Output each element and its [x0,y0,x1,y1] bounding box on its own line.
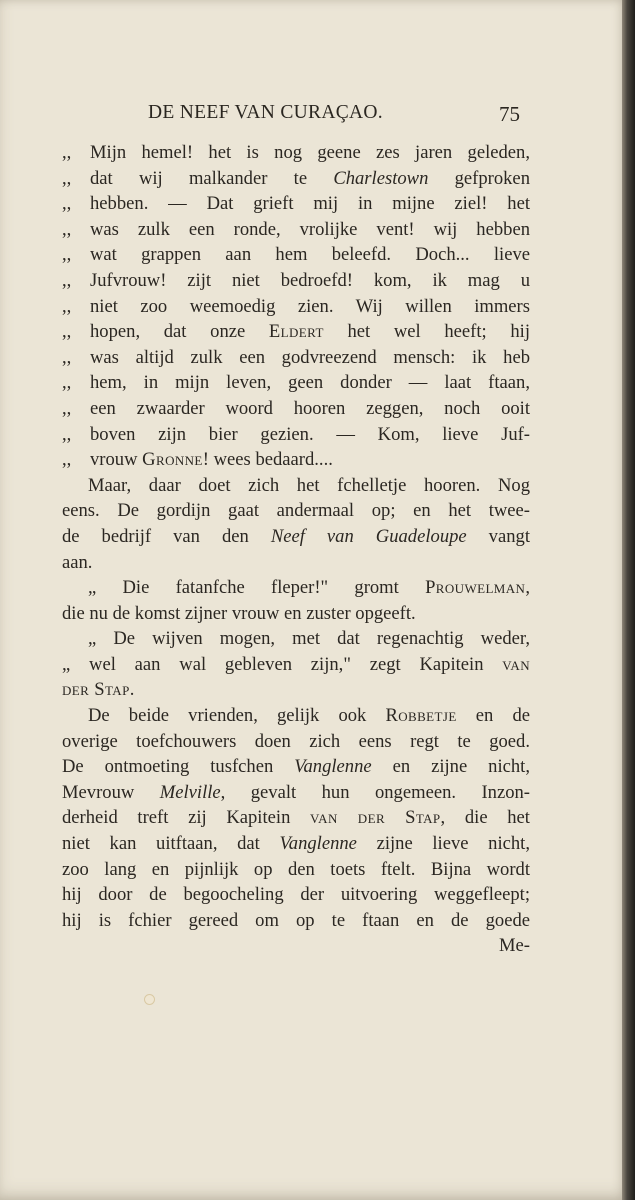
line-text: overige toefchouwers doen zich eens regt te goed. [62,730,530,752]
line-text: hij door de begoocheling der uitvoering weggefleept; [62,884,530,906]
text-line [62,242,530,268]
italic-title: Neef van Guadeloupe [270,525,467,547]
quote-mark: ,, [62,269,72,291]
line-text: zoo lang en pijnlijk op den toets ftelt. Bijna wordt [62,858,530,880]
text-line [62,319,530,345]
line-text: De beide vrienden, gelijk ook [88,705,386,727]
line-text: Maar, daar doet zich het fchelletje hooren. Nog [88,474,530,496]
text-line [62,191,530,217]
line-text: hebben. — Dat grieft mij in mijne ziel! het [90,193,530,215]
line-text: was altijd zulk een godvreezend mensch: ik heb [90,346,530,368]
line-text: „ De wijven mogen, met dat regenachtig weder, [88,628,530,650]
character-name: Eldert [268,321,324,343]
line-text: was zulk een ronde, vrolijke vent! wij hebben [90,218,530,240]
text-line [62,396,530,422]
text-line [62,524,530,550]
line-text: Mijn hemel! het is nog geene zes jaren geleden, [90,142,530,163]
line-text: „ wel aan wal gebleven zijn," zegt Kapitein [62,653,503,675]
text-line [62,447,530,473]
quote-mark: ,, [62,218,72,240]
quote-mark: ,, [62,423,72,445]
quote-mark: ,, [62,295,72,317]
italic-title: Melville [159,781,221,803]
line-text: die nu de komst zijner vrouw en zuster opgeeft. [62,602,416,624]
page-number: 75 [499,102,520,126]
text-line [62,882,530,908]
quote-mark: ,, [62,193,72,215]
line-text: hij is fchier gereed om op te ftaan en de goede [62,909,530,931]
text-line [62,805,530,831]
text-line [62,140,530,166]
text-line [62,473,530,499]
text-line [62,703,530,729]
text-line [62,729,530,755]
running-title: DE NEEF VAN CURAÇAO. [148,102,383,123]
line-text-after: en de [456,705,530,727]
character-name: van [502,653,530,675]
line-text: boven zijn bier gezien. — Kom, lieve Juf- [90,423,530,445]
text-line [62,677,530,703]
line-text-after: het wel heeft; hij [323,321,530,343]
line-text: De ontmoeting tusfchen [62,756,295,778]
text-line [62,652,530,678]
text-line [62,217,530,243]
line-text-after: . [129,679,135,701]
quote-mark: ,, [62,397,72,419]
quote-mark: ,, [62,244,72,266]
line-text: aan. [62,551,93,573]
body-text [62,140,530,959]
line-text: wat grappen aan hem beleefd. Doch... lieve [90,244,530,266]
line-text-after: zijne lieve nicht, [356,833,530,855]
quote-mark: ,, [62,346,72,368]
line-text-after: gefproken [428,167,530,189]
text-line [62,370,530,396]
line-text: hem, in mijn leven, geen donder — laat ftaan, [90,372,530,394]
character-name: der Stap [62,679,130,701]
line-text: derheid treft zij Kapitein [62,807,311,829]
italic-title: Vanglenne [279,833,357,855]
quote-mark: ,, [62,372,72,394]
line-text: „ Die fatanfche fleper!" gromt [88,577,426,599]
text-line [62,857,530,883]
line-text-after: , die het [440,807,530,829]
page-header [148,100,520,130]
line-text: niet kan uitftaan, dat [62,833,280,855]
line-text: vrouw [90,449,143,471]
text-line [62,908,530,934]
line-text: niet zoo weemoedig zien. Wij willen immers [90,295,530,317]
line-text: de bedrijf van den [62,525,271,547]
text-line [62,933,530,959]
text-line [62,166,530,192]
line-text-after: ! wees bedaard.... [202,449,333,471]
line-text-after: , gevalt hun ongemeen. Inzon- [220,781,530,803]
character-name: Gronne [142,449,203,471]
character-name: Prouwelman [425,577,526,599]
text-line [62,345,530,371]
line-text-after: en zijne nicht, [371,756,530,778]
text-line [62,422,530,448]
text-line [62,498,530,524]
text-line [62,626,530,652]
quote-mark: ,, [62,142,72,163]
text-line [62,550,530,576]
text-line [62,831,530,857]
text-line [62,601,530,627]
italic-title: Vanglenne [294,756,372,778]
character-name: Robbetje [385,705,457,727]
line-text: Jufvrouw! zijt niet bedroefd! kom, ik mag u [90,269,530,291]
line-text: dat wij malkander te [90,167,334,189]
quote-mark: ,, [62,449,72,471]
text-line [62,780,530,806]
text-line [62,575,530,601]
quote-mark: ,, [62,167,72,189]
line-text-after: , [525,577,530,599]
text-line [62,294,530,320]
line-text-after: vangt [466,525,530,547]
character-name: van der Stap [310,807,441,829]
quote-mark: ,, [62,321,72,343]
italic-title: Charlestown [333,167,429,189]
paper-stain [144,994,155,1005]
text-line [62,754,530,780]
line-text: hopen, dat onze [90,321,269,343]
line-text: eens. De gordijn gaat andermaal op; en het twee- [62,500,530,522]
line-text: Mevrouw [62,781,160,803]
line-text: Me- [499,935,530,957]
text-line [62,268,530,294]
line-text: een zwaarder woord hooren zeggen, noch ooit [90,397,530,419]
book-spine [622,0,635,1200]
